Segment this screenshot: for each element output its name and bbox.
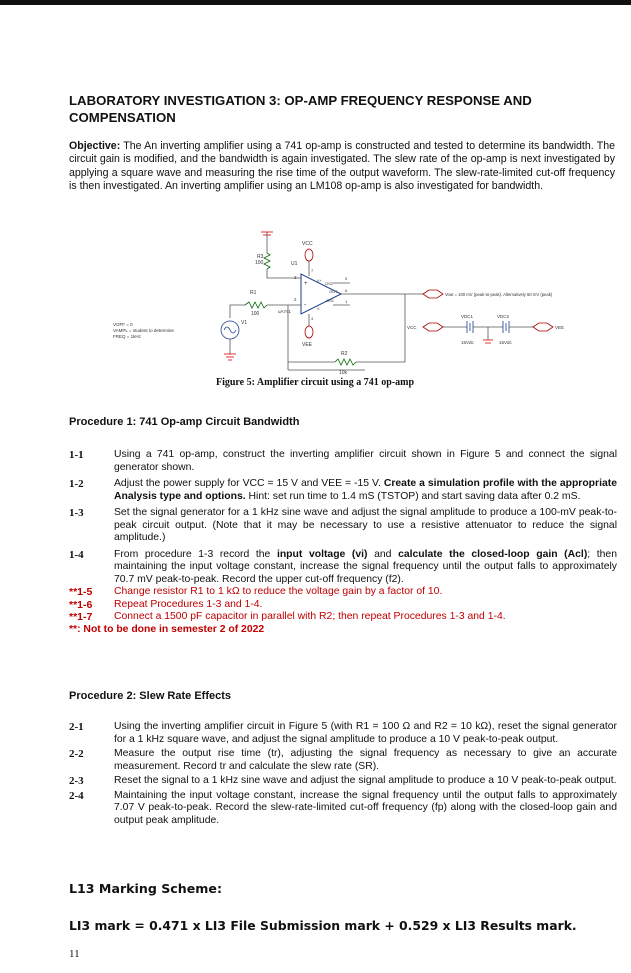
step-number: 2-2 xyxy=(69,748,84,760)
marking-scheme-heading: L13 Marking Scheme: xyxy=(69,881,222,896)
u1-label: U1 xyxy=(291,261,298,267)
step-text: Repeat Procedures 1-3 and 1-4. xyxy=(114,598,263,610)
vdc1-value: 15Vdc xyxy=(461,340,474,345)
vout-label: Vout = 100 mV (peak-to-peak). Alternatively 50 mV (peak) xyxy=(445,292,553,297)
pin2-label: 2 xyxy=(294,297,297,302)
v1-label: V1 xyxy=(241,320,248,326)
step-number: 1-3 xyxy=(69,507,84,519)
os1-label: OS1 xyxy=(326,298,335,303)
circuit-diagram xyxy=(105,228,595,380)
minus-sign: - xyxy=(304,302,307,309)
opamp-model: uA741 xyxy=(278,309,292,314)
r2-resistor xyxy=(335,359,356,365)
vcc-left-label: VCC xyxy=(407,325,417,330)
step-text-part: Adjust the power supply for VCC = 15 V and VEE = -15 V. xyxy=(114,478,384,489)
step-text: Using the inverting amplifier circuit in Figure 5 (with R1 = 100 Ω and R2 = 10 kΩ), reset the signal generator for a 1 kHz square wave, and adjust the signal amplitude to produce a 10 V peak-to-peak output. xyxy=(114,721,617,745)
v-plus-label: V+ xyxy=(317,279,322,283)
sine-symbol xyxy=(224,327,236,333)
page-title: LABORATORY INVESTIGATION 3: OP-AMP FREQUENCY RESPONSE AND COMPENSATION xyxy=(69,93,532,125)
step-number: **1-6 xyxy=(69,598,93,611)
step-text: Using a 741 op-amp, construct the inverting amplifier circuit shown in Figure 5 and connect the signal generator shown. xyxy=(114,449,617,473)
step-text-bold: input voltage (vi) xyxy=(276,548,368,560)
r3-resistor xyxy=(264,253,270,269)
pin1-label: 1 xyxy=(345,299,348,304)
step-number: 1-4 xyxy=(69,548,84,561)
r1-resistor xyxy=(245,302,267,308)
step-text-part: and xyxy=(367,548,399,560)
step-text: Set the signal generator for a 1 kHz sine wave and adjust the signal amplitude to produce a 100-mV peak-to-peak circuit output. (Note that it may be necessary to use a resistive attenuator to reduce the signal amplitude.) xyxy=(114,507,617,543)
list-item xyxy=(69,549,617,587)
marking-formula: LI3 mark = 0.471 x LI3 File Submission mark + 0.529 x LI3 Results mark. xyxy=(69,918,577,933)
step-number: 2-3 xyxy=(69,775,84,787)
step-text: Change resistor R1 to 1 kΩ to reduce the voltage gain by a factor of 10. xyxy=(114,586,443,597)
pin6-label: 6 xyxy=(345,288,348,293)
step-text xyxy=(114,549,617,587)
semester-note xyxy=(69,624,617,637)
step-number: **1-7 xyxy=(69,611,93,623)
step-text-part: Hint: set run time to 1.4 mS (TSTOP) and start saving data after 0.2 mS. xyxy=(245,490,581,502)
step-text xyxy=(114,478,617,503)
step-text-part: ; then maintaining the input voltage constant, increase the signal frequency until the output falls to approximately 70.7 mV peak-to-peak. Record the upper cut-off frequency (f2). xyxy=(114,548,617,585)
top-border xyxy=(0,0,631,5)
objective-label: Objective: xyxy=(69,140,121,152)
step-text-part: From procedure 1-3 record the xyxy=(114,548,277,560)
vdc1-label: VDC1 xyxy=(461,314,474,319)
vcc-top-label: VCC xyxy=(302,241,313,247)
pin5-label: 5 xyxy=(345,276,348,281)
source-param-freq: FREQ = 1kHz xyxy=(113,334,141,339)
list-item-red xyxy=(69,586,617,599)
r2-label: R2 xyxy=(341,351,348,357)
r1-value: 100 xyxy=(251,311,260,317)
figure-caption: Figure 5: Amplifier circuit using a 741 op-amp xyxy=(215,377,415,388)
list-item xyxy=(69,478,617,503)
list-item xyxy=(69,748,617,773)
vee-connector-bottom xyxy=(305,326,313,338)
vee-bottom-label: VEE xyxy=(302,342,313,348)
r3-value: 100 xyxy=(255,260,264,266)
vcc-connector-right xyxy=(423,323,443,331)
step-text-bold: calculate the closed-loop gain (Acl) xyxy=(398,548,588,560)
procedure1-steps xyxy=(69,449,617,636)
list-item xyxy=(69,775,617,788)
source-param-vampl: VAMPL = student to determine xyxy=(113,328,174,333)
os2-label: OS2 xyxy=(325,281,334,286)
vdc2-value: 15Vdc xyxy=(499,340,512,345)
list-item xyxy=(69,790,617,828)
pin4-label: 4 xyxy=(311,316,314,321)
source-param-voff: VOFF = 0 xyxy=(113,322,133,327)
pin7-label: 7 xyxy=(311,268,314,273)
vdc2-label: VDC2 xyxy=(497,314,510,319)
plus-sign: + xyxy=(304,281,308,287)
objective-paragraph xyxy=(69,140,615,193)
list-item xyxy=(69,449,617,474)
r3-label: R3 xyxy=(257,254,264,260)
wire xyxy=(356,294,405,362)
step-text: Measure the output rise time (tr), adjusting the signal frequency as necessary to give an accurate measurement. Record tr and calculate the slew rate (SR). xyxy=(114,748,617,772)
step-number: 1-1 xyxy=(69,449,84,461)
r1-label: R1 xyxy=(250,290,257,296)
objective-text: The An inverting amplifier using a 741 op-amp is constructed and tested to determine its bandwidth. The circuit gain is modified, and the bandwidth is again investigated. The slew rate of the op-amp is next investigated by applying a square wave and measuring the rise time of the output waveform. The slew-rate-limited cut-off frequency is then investigated. An inverting amplifier using an LM108 op-amp is also investigated for bandwidth. xyxy=(69,140,615,192)
step-text: Connect a 1500 pF capacitor in parallel with R2; then repeat Procedures 1-3 and 1-4. xyxy=(114,611,506,622)
list-item xyxy=(69,507,617,545)
vout-connector xyxy=(423,290,443,298)
note-text: **: Not to be done in semester 2 of 2022 xyxy=(69,623,265,635)
step-text: Reset the signal to a 1 kHz sine wave and adjust the signal amplitude to produce a 10 V peak-to-peak output. xyxy=(114,775,617,786)
wire xyxy=(230,305,245,318)
r2-value: 10k xyxy=(339,370,348,376)
step-number: **1-5 xyxy=(69,586,93,598)
step-number: 2-4 xyxy=(69,789,84,802)
vee-connector-right xyxy=(533,323,553,331)
circuit-figure xyxy=(105,228,595,380)
pin3-label: 3 xyxy=(294,275,297,280)
procedure2-heading: Procedure 2: Slew Rate Effects xyxy=(69,690,232,702)
procedure2-steps xyxy=(69,721,617,827)
vee-right-label: VEE xyxy=(555,325,565,330)
v-minus-label: V- xyxy=(317,307,321,311)
vcc-connector-top xyxy=(305,249,313,261)
step-number: 1-2 xyxy=(69,478,84,490)
step-number: 2-1 xyxy=(69,721,84,733)
list-item-red xyxy=(69,599,617,612)
list-item xyxy=(69,721,617,746)
list-item-red xyxy=(69,611,617,624)
page-number: 11 xyxy=(69,948,80,960)
step-text: Maintaining the input voltage constant, increase the signal frequency until the output falls to approximately 7.07 V peak-to-peak. Record the slew-rate-limited cut-off frequency (fp) along with the closed-loop gain and output peak amplitude. xyxy=(114,789,617,826)
out-label: OUT xyxy=(329,289,338,294)
procedure1-heading: Procedure 1: 741 Op-amp Circuit Bandwidth xyxy=(69,416,300,428)
step-text-bold: Create a simulation profile with the appropriate Analysis type and options. xyxy=(114,478,617,502)
